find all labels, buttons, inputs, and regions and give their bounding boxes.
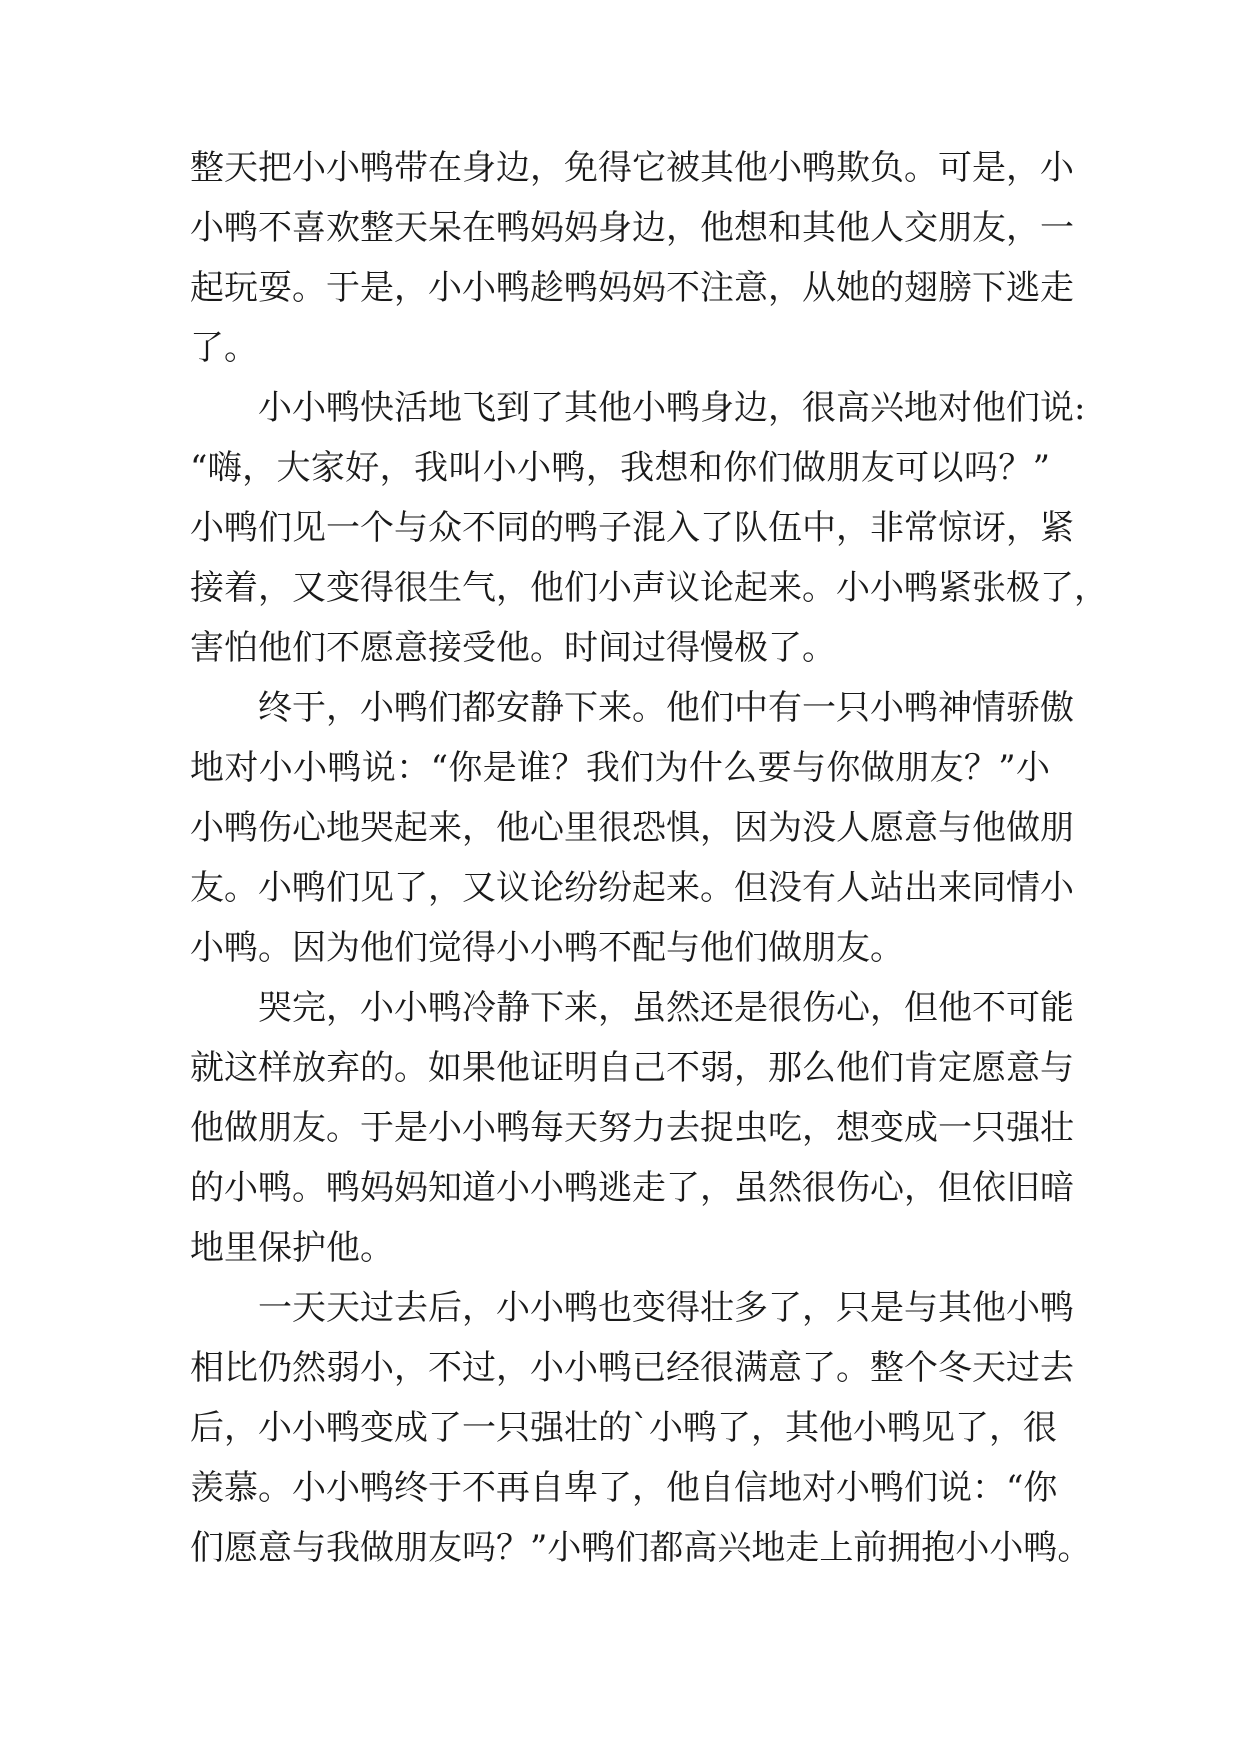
- paragraph-5-line-2: 相比仍然弱小，不过，小小鸭已经很满意了。整个冬天过去: [190, 1348, 1074, 1388]
- paragraph-2-line-5: 害怕他们不愿意接受他。时间过得慢极了。: [190, 628, 836, 668]
- paragraph-2-line-2: “嗨，大家好，我叫小小鸭，我想和你们做朋友可以吗？”: [190, 448, 1050, 488]
- paragraph-2-line-4: 接着，又变得很生气，他们小声议论起来。小小鸭紧张极了，: [190, 568, 1108, 608]
- paragraph-2-line-1: 小小鸭快活地飞到了其他小鸭身边，很高兴地对他们说:: [258, 388, 1086, 428]
- paragraph-5-line-1: 一天天过去后，小小鸭也变得壮多了，只是与其他小鸭: [258, 1288, 1074, 1328]
- paragraph-5-line-4: 羡慕。小小鸭终于不再自卑了，他自信地对小鸭们说：“你: [190, 1468, 1058, 1508]
- paragraph-5-line-3: 后，小小鸭变成了一只强壮的`小鸭了，其他小鸭见了，很: [190, 1408, 1057, 1448]
- paragraph-3-line-5: 小鸭。因为他们觉得小小鸭不配与他们做朋友。: [190, 928, 904, 968]
- paragraph-4-line-4: 的小鸭。鸭妈妈知道小小鸭逃走了，虽然很伤心，但依旧暗: [190, 1168, 1074, 1208]
- paragraph-5-line-5: 们愿意与我做朋友吗？”小鸭们都高兴地走上前拥抱小小鸭。: [190, 1528, 1092, 1568]
- paragraph-1-line-1: 整天把小小鸭带在身边，免得它被其他小鸭欺负。可是，小: [190, 148, 1074, 188]
- paragraph-4-line-3: 他做朋友。于是小小鸭每天努力去捉虫吃，想变成一只强壮: [190, 1108, 1074, 1148]
- paragraph-1-line-3: 起玩耍。于是，小小鸭趁鸭妈妈不注意，从她的翅膀下逃走: [190, 268, 1074, 308]
- paragraph-1-line-2: 小鸭不喜欢整天呆在鸭妈妈身边，他想和其他人交朋友，一: [190, 208, 1074, 248]
- paragraph-3-line-1: 终于，小鸭们都安静下来。他们中有一只小鸭神情骄傲: [258, 688, 1074, 728]
- paragraph-4-line-1: 哭完，小小鸭冷静下来，虽然还是很伤心，但他不可能: [258, 988, 1074, 1028]
- paragraph-4-line-5: 地里保护他。: [190, 1228, 394, 1268]
- paragraph-3-line-4: 友。小鸭们见了，又议论纷纷起来。但没有人站出来同情小: [190, 868, 1074, 908]
- paragraph-3-line-2: 地对小小鸭说：“你是谁？我们为什么要与你做朋友？”小: [190, 748, 1050, 788]
- paragraph-1-line-4: 了。: [190, 328, 258, 368]
- paragraph-4-line-2: 就这样放弃的。如果他证明自己不弱，那么他们肯定愿意与: [190, 1048, 1074, 1088]
- paragraph-3-line-3: 小鸭伤心地哭起来，他心里很恐惧，因为没人愿意与他做朋: [190, 808, 1074, 848]
- paragraph-2-line-3: 小鸭们见一个与众不同的鸭子混入了队伍中，非常惊讶，紧: [190, 508, 1074, 548]
